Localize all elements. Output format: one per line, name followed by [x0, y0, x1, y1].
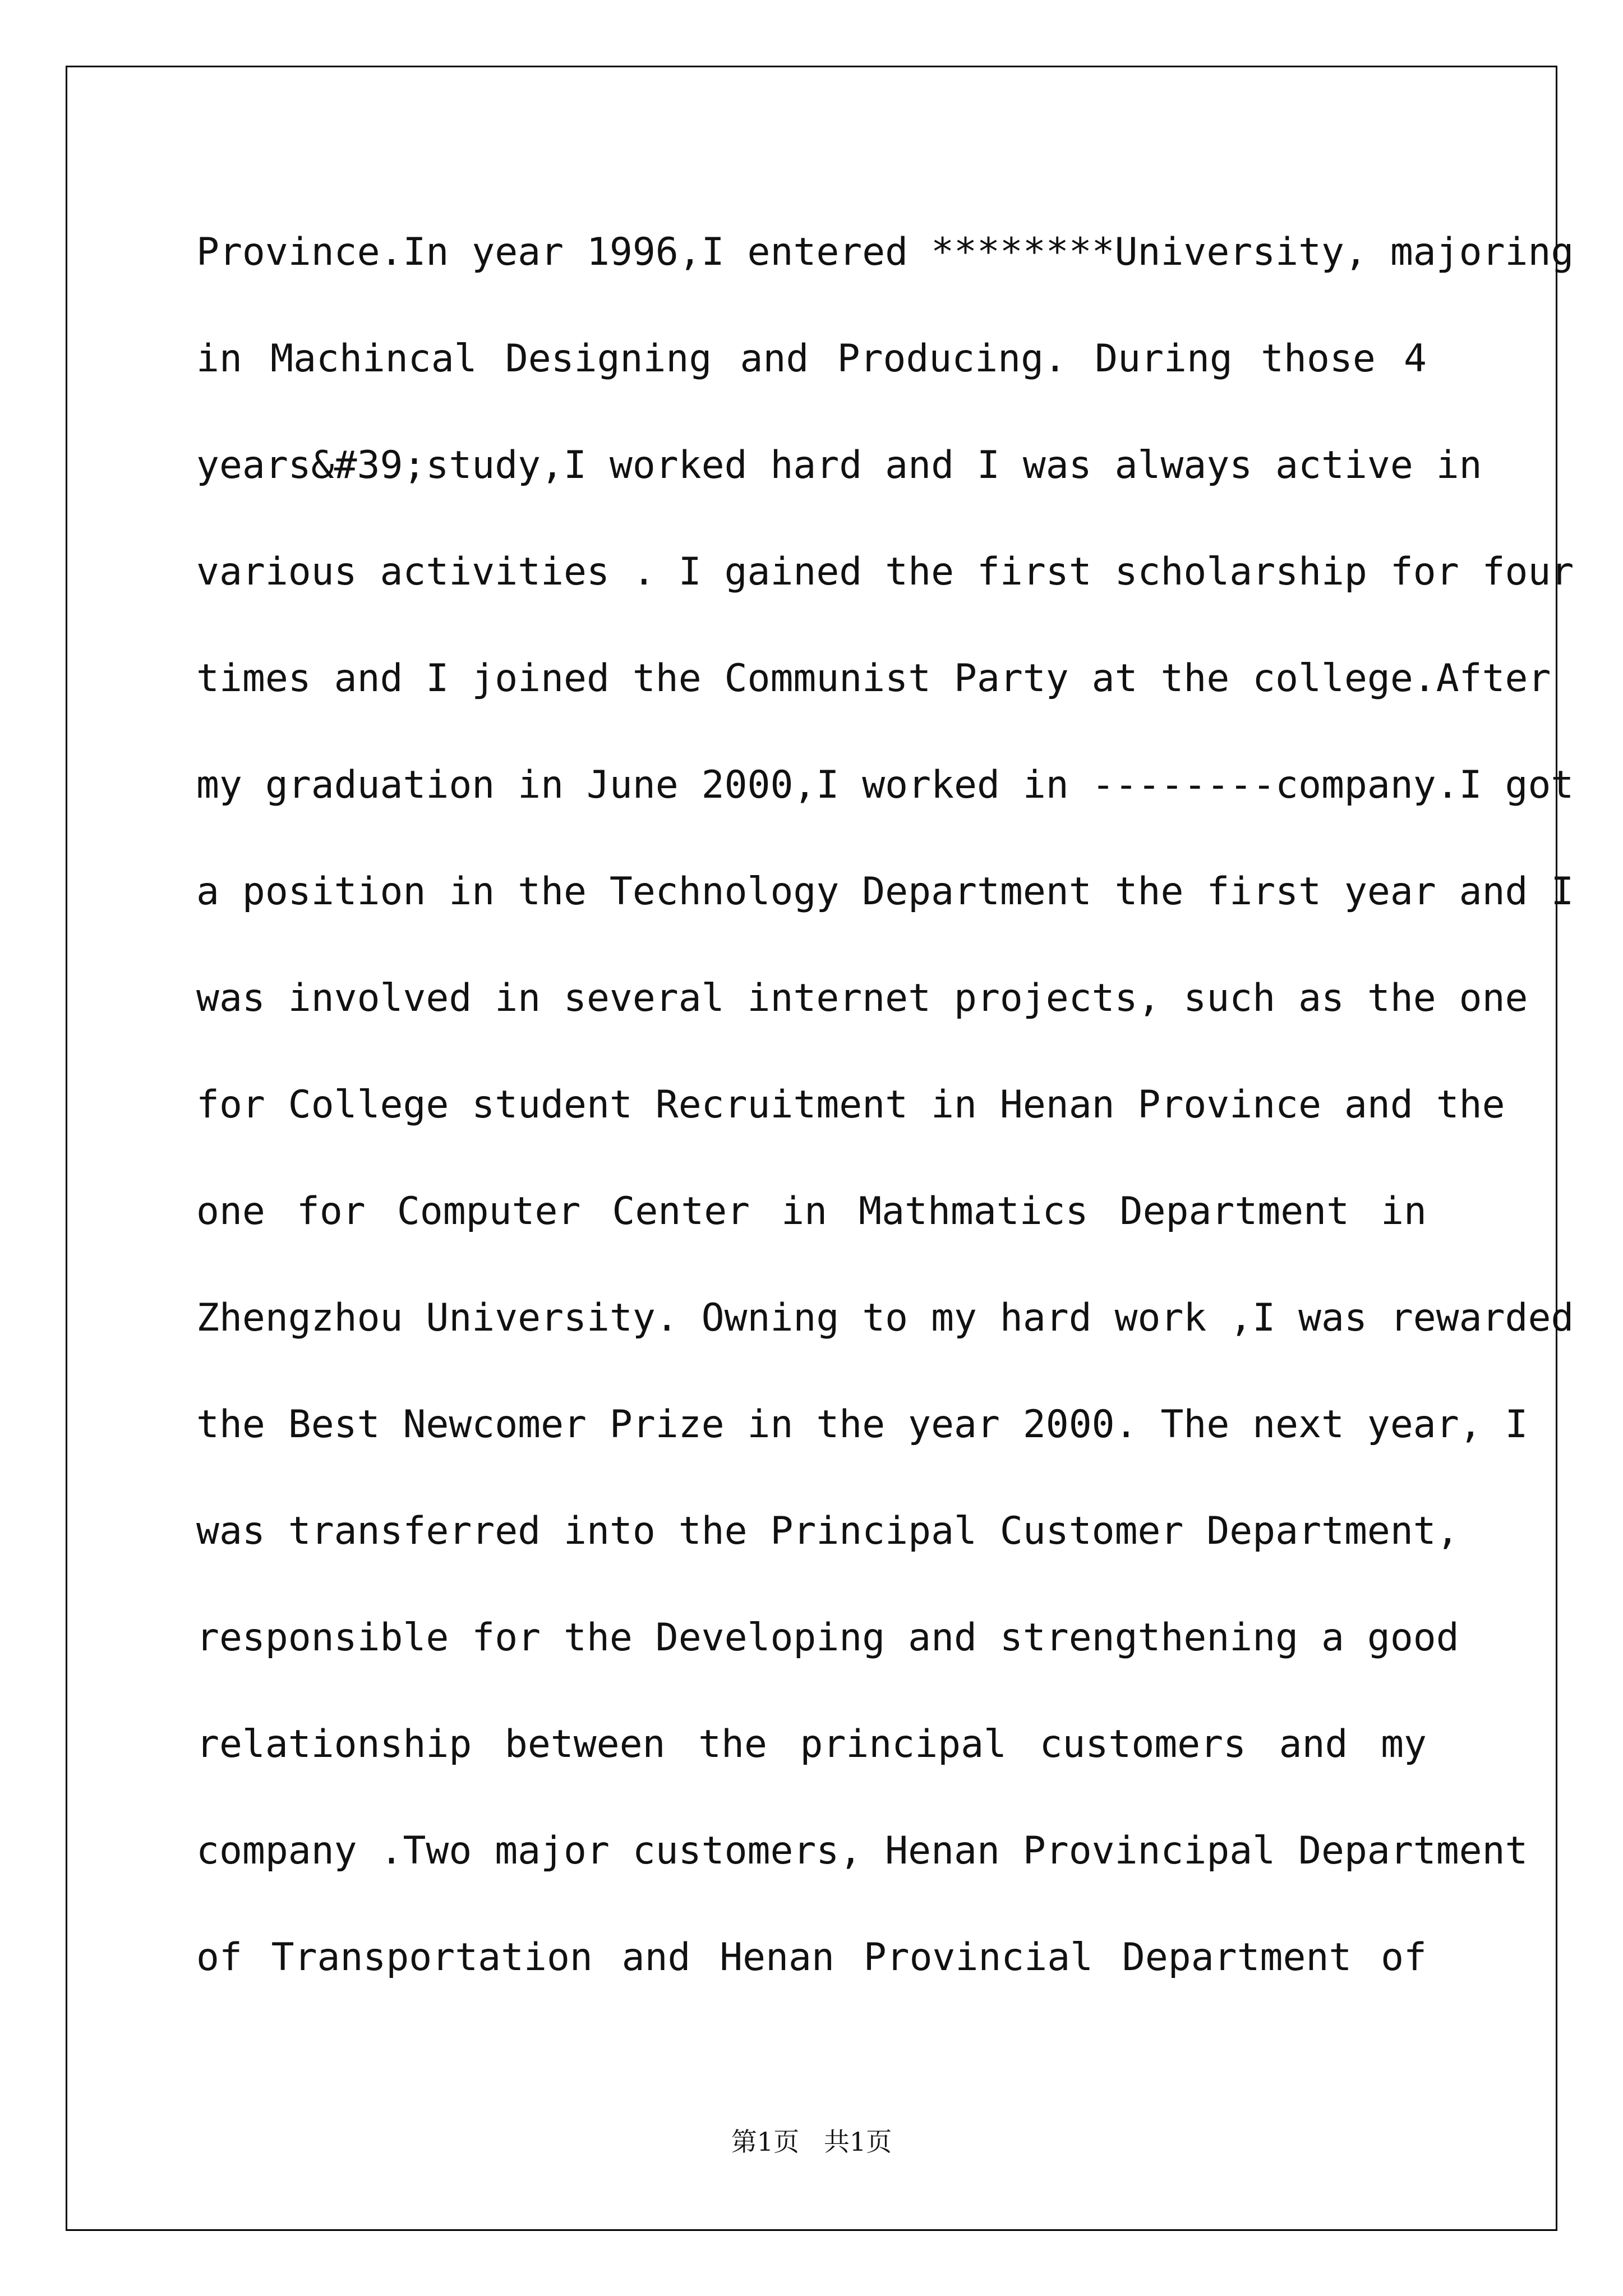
text-line-1: Province.In year 1996,I entered ********University, majoring — [196, 230, 1574, 274]
text-line-9: for College student Recruitment in Henan Province and the — [196, 1083, 1505, 1127]
text-line-12: the Best Newcomer Prize in the year 2000. The next year, I — [196, 1402, 1528, 1447]
text-line-4: various activities . I gained the first scholarship for four — [196, 550, 1574, 594]
text-line-6: my graduation in June 2000,I worked in --------company.I got — [196, 763, 1574, 807]
text-line-15: relationship between the principal customers and my — [196, 1722, 1427, 1766]
text-line-17: of Transportation and Henan Provincial Department of — [196, 1935, 1427, 1980]
text-line-10: one for Computer Center in Mathmatics Department in — [196, 1189, 1427, 1234]
text-line-7: a position in the Technology Department the first year and I — [196, 869, 1574, 914]
text-line-11: Zhengzhou University. Owning to my hard work ,I was rewarded — [196, 1296, 1574, 1340]
text-line-8: was involved in several internet projects, such as the one — [196, 976, 1528, 1020]
text-line-3: years&#39;study,I worked hard and I was always active in — [196, 443, 1482, 487]
text-line-13: was transferred into the Principal Customer Department, — [196, 1509, 1459, 1553]
text-line-14: responsible for the Developing and strengthening a good — [196, 1616, 1459, 1660]
text-line-2: in Machincal Designing and Producing. During those 4 — [196, 337, 1427, 381]
text-line-16: company .Two major customers, Henan Provincipal Department — [196, 1829, 1528, 1873]
text-line-5: times and I joined the Communist Party at the college.After — [196, 656, 1551, 701]
page-number-footer: 第1页 共1页 — [731, 2127, 892, 2157]
page-border — [66, 66, 1574, 2231]
